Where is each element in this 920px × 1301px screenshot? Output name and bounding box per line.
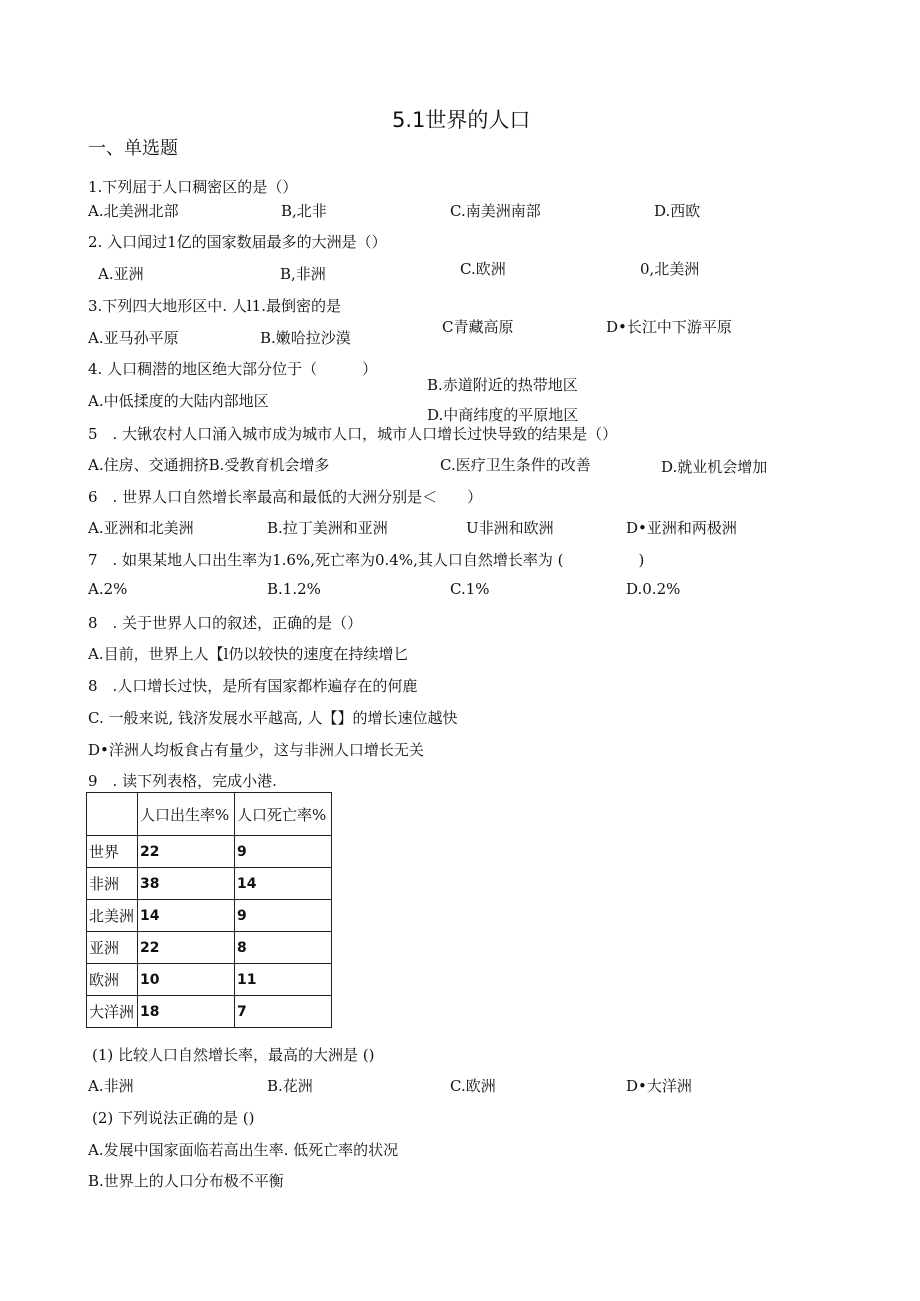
question-3-option-d: D•长江中下游平原 <box>606 318 732 336</box>
question-5-stem: 5 . 大锹农村人口涌入城市成为城市人口，城市人口增长过快导致的结果是（） <box>88 425 618 443</box>
page-title: 5.1世界的人口 <box>392 108 531 132</box>
question-3-stem: 3.下列四大地形区中. 人l1.最倒密的是 <box>88 297 341 315</box>
table-cell-birth-rate: 18 <box>138 996 235 1028</box>
table-cell-birth-rate: 22 <box>138 932 235 964</box>
question-2-option-b: B,非洲 <box>280 265 326 283</box>
table-header-cell: 人口死亡率% <box>235 793 332 836</box>
question-1-option-a: A.北美洲北部 <box>88 202 179 220</box>
question-5-option-c: C.医疗卫生条件的改善 <box>440 456 591 474</box>
question-3-option-a: A.亚马孙平原 <box>88 329 179 347</box>
table-header-row <box>87 793 332 836</box>
table-row <box>87 868 332 900</box>
subquestion-1-option-b: B.花洲 <box>267 1077 313 1095</box>
table-row <box>87 836 332 868</box>
question-2-option-c: C.欧洲 <box>460 260 506 278</box>
table-header-cell <box>87 793 138 836</box>
table-cell-death-rate: 11 <box>235 964 332 996</box>
population-rate-table <box>86 792 332 1028</box>
table-header-cell: 人口出生率% <box>138 793 235 836</box>
subquestion-1-option-c: C.欧洲 <box>450 1077 496 1095</box>
question-9-stem: 9 . 读下列表格，完成小港. <box>88 772 277 790</box>
question-7-option-a: A.2% <box>88 580 128 598</box>
table-row <box>87 900 332 932</box>
table-cell-birth-rate: 14 <box>138 900 235 932</box>
table-cell-birth-rate: 38 <box>138 868 235 900</box>
subquestion-2-option-b: B.世界上的人口分布极不平衡 <box>88 1172 284 1190</box>
subquestion-1-stem: (1) 比较人口自然增长率，最高的大洲是 () <box>92 1046 375 1064</box>
table-cell-region: 欧洲 <box>87 964 138 996</box>
question-8-option-d: D•洋洲人均板食占有量少，这与非洲人口增长无关 <box>88 741 424 759</box>
subquestion-1-option-d: D•大洋洲 <box>626 1077 692 1095</box>
table-row <box>87 996 332 1028</box>
question-8-option-c: C. 一般来说, 钱济发展水平越高, 人【】的增长速位越快 <box>88 709 458 727</box>
question-7-option-c: C.1% <box>450 580 490 598</box>
question-1-option-b: B,北非 <box>281 202 327 220</box>
question-4-option-b: B.赤道附近的热带地区 <box>427 376 578 394</box>
question-4-stem: 4. 人口稠潜的地区绝大部分位于（ ） <box>88 360 378 378</box>
question-2-option-a: A.亚洲 <box>98 265 144 283</box>
question-8-option-a: A.目前，世界上人【l仍以较快的速度在持续增匕 <box>88 645 409 663</box>
table-row <box>87 964 332 996</box>
table-cell-death-rate: 9 <box>235 836 332 868</box>
table-cell-death-rate: 8 <box>235 932 332 964</box>
question-7-stem: 7 . 如果某地人口出生率为1.6%,死亡率为0.4%,其人口自然增长率为 ( ) <box>88 551 645 569</box>
question-6-stem: 6 . 世界人口自然增长率最高和最低的大洲分别是＜ ） <box>88 488 483 506</box>
subquestion-1-option-a: A.非洲 <box>88 1077 134 1095</box>
question-5-option-d: D.就业机会增加 <box>661 458 768 476</box>
subquestion-2-option-a: A.发展中国家面临若高出生率. 低死亡率的状况 <box>88 1141 399 1159</box>
question-7-option-d: D.0.2% <box>626 580 681 598</box>
table-row <box>87 932 332 964</box>
question-1-stem: 1.下列屈于人口稠密区的是（） <box>88 178 298 196</box>
question-5-option-ab: A.住房、交通拥挤B.受教育机会增多 <box>88 456 330 474</box>
table-cell-death-rate: 9 <box>235 900 332 932</box>
table-cell-birth-rate: 22 <box>138 836 235 868</box>
table-cell-region: 亚洲 <box>87 932 138 964</box>
question-3-option-b: B.嫩哈拉沙漠 <box>260 329 351 347</box>
question-7-option-b: B.1.2% <box>267 580 321 598</box>
table-cell-birth-rate: 10 <box>138 964 235 996</box>
question-6-option-a: A.亚洲和北美洲 <box>88 519 194 537</box>
table-cell-region: 世界 <box>87 836 138 868</box>
section-heading: 一、单选题 <box>88 138 178 159</box>
table-cell-death-rate: 14 <box>235 868 332 900</box>
question-3-option-c: C青藏高原 <box>442 318 514 336</box>
question-8-option-b: 8 .人口增长过快，是所有国家都柞遍存在的何鹿 <box>88 677 418 695</box>
question-4-option-d: D.中商纬度的平原地区 <box>427 406 579 424</box>
question-1-option-c: C.南美洲南部 <box>450 202 541 220</box>
question-6-option-d: D•亚洲和两极洲 <box>626 519 737 537</box>
question-2-stem: 2. 入口闻过1亿的国家数届最多的大洲是（） <box>88 233 387 251</box>
subquestion-2-stem: (2) 下列说法正确的是 () <box>92 1109 255 1127</box>
table-cell-region: 非洲 <box>87 868 138 900</box>
question-8-stem: 8 . 关于世界人口的叙述，正确的是（） <box>88 614 363 632</box>
question-6-option-c: U非洲和欧洲 <box>466 519 554 537</box>
table-cell-region: 大洋洲 <box>87 996 138 1028</box>
table-cell-region: 北美洲 <box>87 900 138 932</box>
table-cell-death-rate: 7 <box>235 996 332 1028</box>
question-4-option-a: A.中低揉度的大陆内部地区 <box>88 392 269 410</box>
question-2-option-d: 0,北美洲 <box>640 260 700 278</box>
question-1-option-d: D.西欧 <box>654 202 701 220</box>
question-6-option-b: B.拉丁美洲和亚洲 <box>267 519 388 537</box>
